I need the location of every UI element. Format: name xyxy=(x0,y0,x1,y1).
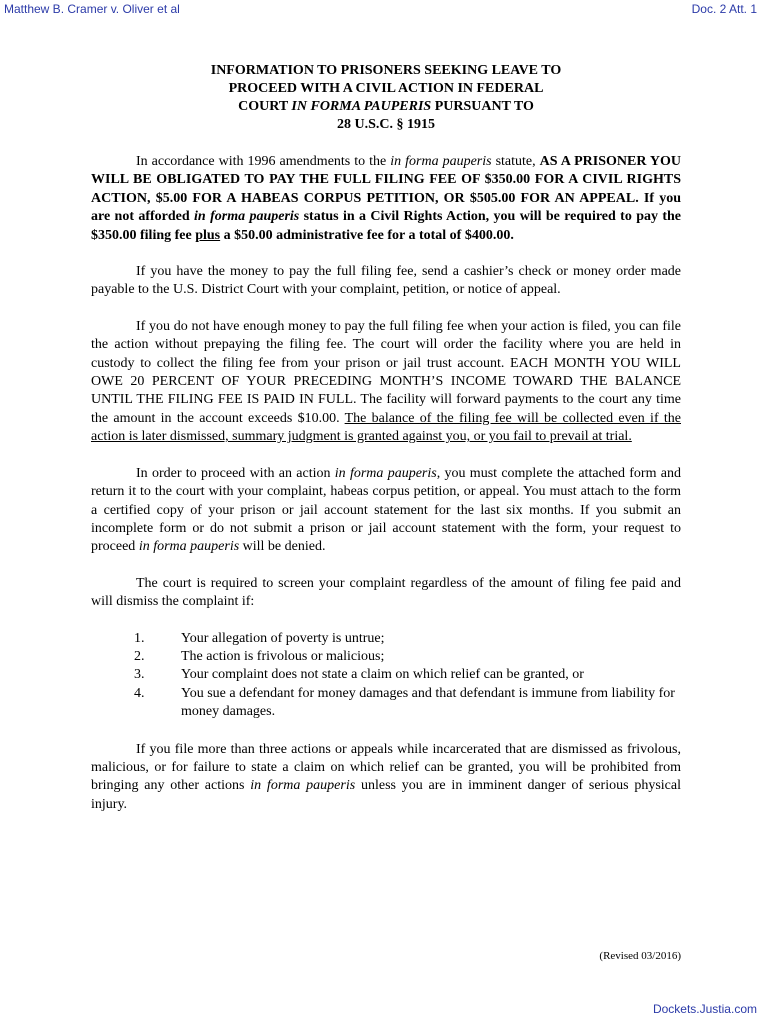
title-line-3-a: COURT xyxy=(238,99,292,114)
paragraph-installments xyxy=(91,318,681,447)
paragraph-screening: The court is required to screen your complaint regardless of the amount of filing fee paid and will dismiss the complaint if: xyxy=(91,575,681,610)
p1-bold-underline: plus xyxy=(195,227,221,243)
p4-text-b: , you must complete the attached form and return it to the court with your complaint, habeas corpus petition, or appeal. You must attach to the form a certified copy of your prison or jail account statement for the last six months. If you submit an incomplete form or do not submit a prison or jail account statement with the form, your request to proceed xyxy=(91,465,681,555)
p1-bold-3: a $50.00 administrative fee for a total of $400.00. xyxy=(220,227,514,243)
document-title xyxy=(91,62,681,134)
document-page xyxy=(91,62,681,814)
p6-italic: in forma pauperis xyxy=(250,778,356,794)
paragraph-full-payment: If you have the money to pay the full filing fee, send a cashier’s check or money order made payable to the U.S. District Court with your complaint, petition, or notice of appeal. xyxy=(91,264,681,298)
list-item xyxy=(91,666,681,684)
paragraph-three-strikes xyxy=(91,741,681,815)
list-item xyxy=(91,648,681,666)
list-item-text: Your complaint does not state a claim on which relief can be granted, or xyxy=(181,667,584,683)
case-title-link[interactable]: Matthew B. Cramer v. Oliver et al xyxy=(4,2,180,16)
p1-bold-1: AS A PRISONER YOU WILL BE OBLIGATED TO PAY THE FULL FILING FEE OF $350.00 FOR A CIVIL RIGHTS ACTION, $5.00 FOR A HABEAS CORPUS PETITION, OR $505.00 FOR AN APPEAL. If you are not afforded xyxy=(91,154,682,225)
list-item xyxy=(91,630,681,648)
p4-italic-b: in forma pauperis xyxy=(138,539,240,555)
dismissal-reasons-list xyxy=(91,630,681,722)
list-item-number: 1. xyxy=(134,630,145,646)
p1-bold-2: status in a Civil Rights Action, you will be required to pay the $350.00 filing fee xyxy=(91,209,681,243)
title-line-1: INFORMATION TO PRISONERS SEEKING LEAVE TO xyxy=(210,63,562,78)
title-line-3 xyxy=(91,98,681,116)
p3-underlined: The balance of the filing fee will be collected even if the action is later dismissed, summary judgment is granted against you, or you fail to prevail at trial. xyxy=(91,410,681,445)
doc-ref-link[interactable]: Doc. 2 Att. 1 xyxy=(691,2,757,16)
list-item-number: 4. xyxy=(134,685,145,701)
p3-text: If you do not have enough money to pay the full filing fee when your action is filed, you can file the action without prepaying the filing fee. The court will order the facility where you are held in custody to collect the filing fee from your prison or jail trust account. EACH MONTH YOU WILL OWE 20 PERCENT OF YOUR PRECEDING MONTH’S INCOME TOWARD THE BALANCE UNTIL THE FILING FEE IS PAID IN FULL. The facility will forward payments to the court any time the amount in the account exceeds $10.00. xyxy=(91,318,681,426)
p6-text-b: unless you are in imminent danger of serious physical injury. xyxy=(91,778,681,812)
list-item xyxy=(91,685,681,722)
list-item-text: The action is frivolous or malicious; xyxy=(181,648,385,664)
list-item-number: 2. xyxy=(134,648,145,664)
p4-text-c: will be denied. xyxy=(239,539,326,555)
paragraph-fee-obligation xyxy=(91,153,681,245)
p1-text-a: In accordance with 1996 amendments to the xyxy=(136,154,391,169)
p1-text-b: statute, xyxy=(491,154,540,169)
title-line-3-italic: IN FORMA PAUPERIS xyxy=(291,99,432,114)
p6-text-a: If you file more than three actions or appeals while incarcerated that are dismissed as frivolous, malicious, or for failure to state a claim on which relief can be granted, you will be prohibited from bringing any other actions xyxy=(91,741,681,794)
p4-text-a: In order to proceed with an action xyxy=(136,465,335,481)
title-line-4: 28 U.S.C. § 1915 xyxy=(336,117,435,132)
list-item-text: You sue a defendant for money damages and that defendant is immune from liability for money damages. xyxy=(181,685,675,720)
p4-italic-a: in forma pauperis xyxy=(334,465,437,481)
list-item-number: 3. xyxy=(134,667,145,683)
revision-date: (Revised 03/2016) xyxy=(599,950,681,962)
p1-bold-italic: in forma pauperis xyxy=(194,209,300,225)
source-link[interactable]: Dockets.Justia.com xyxy=(652,1002,757,1016)
list-item-text: Your allegation of poverty is untrue; xyxy=(181,630,385,646)
p1-italic: in forma pauperis xyxy=(390,154,492,169)
title-line-2: PROCEED WITH A CIVIL ACTION IN FEDERAL xyxy=(228,81,544,96)
title-line-3-b: PURSUANT TO xyxy=(431,99,534,114)
paragraph-ifp-requirements xyxy=(91,465,681,557)
